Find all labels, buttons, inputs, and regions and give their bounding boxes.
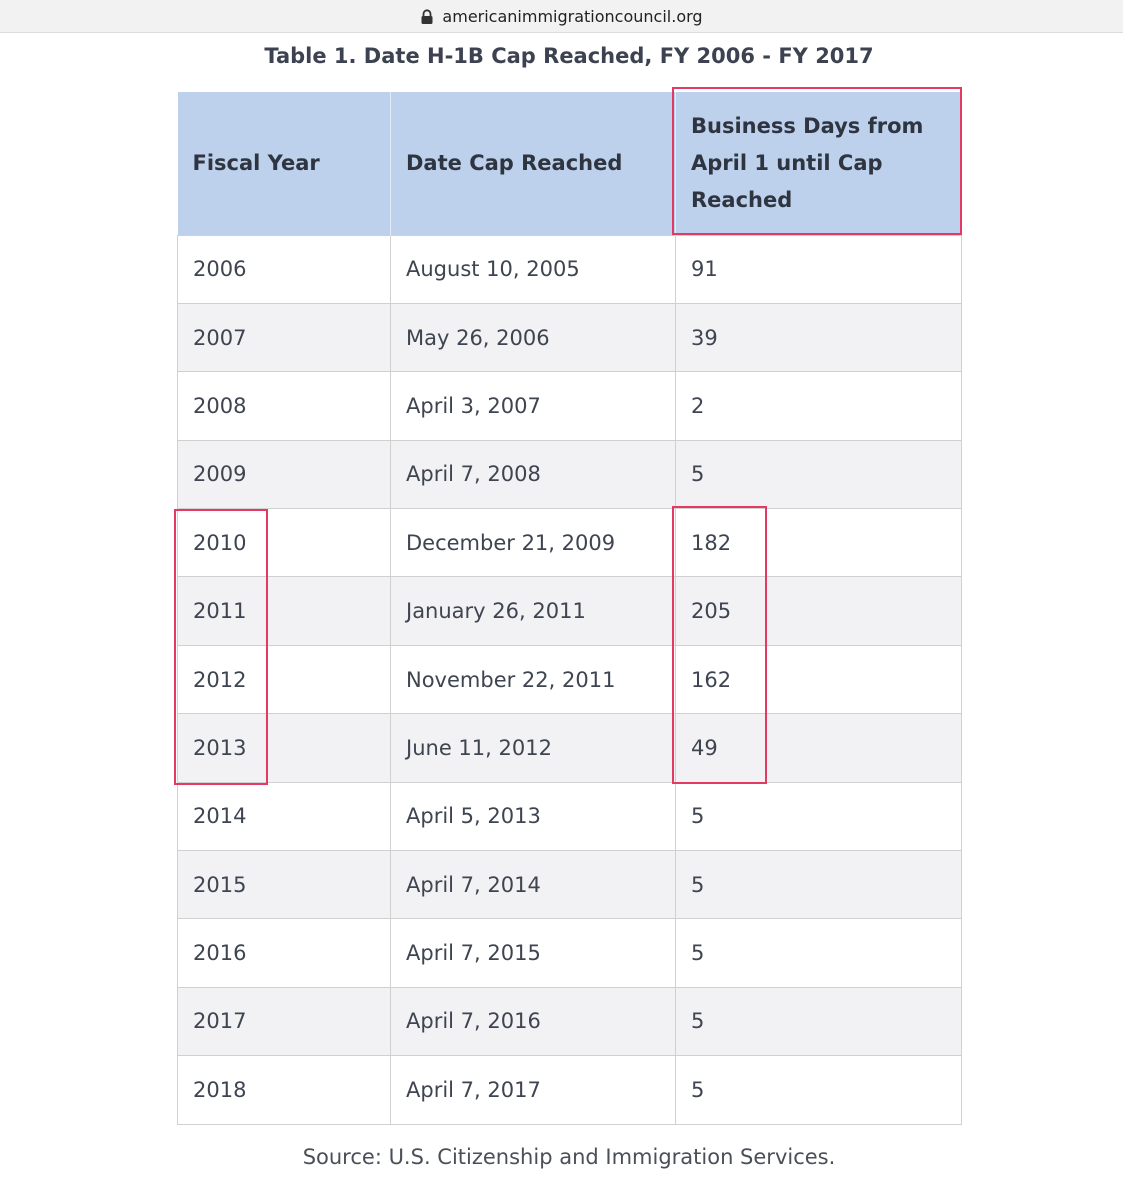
cell-business-days: 2 [676,372,962,440]
cell-date-cap-reached: May 26, 2006 [391,303,676,371]
table-row [178,851,962,919]
cell-business-days: 5 [676,1056,962,1124]
cell-date-cap-reached: November 22, 2011 [391,645,676,713]
cell-date-cap-reached: April 3, 2007 [391,372,676,440]
cell-date-cap-reached: April 7, 2014 [391,851,676,919]
cell-date-cap-reached: April 7, 2008 [391,440,676,508]
table-row [178,1056,962,1124]
header-business-days: Business Days from April 1 until Cap Reached [676,92,962,235]
table-header-row [178,92,962,235]
cell-fiscal-year: 2008 [178,372,391,440]
table-row [178,714,962,782]
table-row [178,509,962,577]
cell-date-cap-reached: April 7, 2016 [391,987,676,1055]
cell-fiscal-year: 2006 [178,235,391,303]
cell-fiscal-year: 2017 [178,987,391,1055]
cell-date-cap-reached: April 5, 2013 [391,782,676,850]
cell-fiscal-year: 2009 [178,440,391,508]
cell-fiscal-year: 2007 [178,303,391,371]
cell-business-days: 49 [676,714,962,782]
cell-date-cap-reached: June 11, 2012 [391,714,676,782]
table-row [178,235,962,303]
cell-fiscal-year: 2012 [178,645,391,713]
cell-date-cap-reached: August 10, 2005 [391,235,676,303]
address-bar[interactable] [0,0,1123,33]
cell-business-days: 5 [676,919,962,987]
table-row [178,303,962,371]
table-row [178,440,962,508]
cell-fiscal-year: 2018 [178,1056,391,1124]
source-note: Source: U.S. Citizenship and Immigration Services. [302,1145,836,1169]
cell-business-days: 39 [676,303,962,371]
table-row [178,782,962,850]
cell-business-days: 91 [676,235,962,303]
cell-business-days: 182 [676,509,962,577]
cell-date-cap-reached: April 7, 2017 [391,1056,676,1124]
cell-date-cap-reached: December 21, 2009 [391,509,676,577]
lock-icon [420,9,434,25]
cell-business-days: 5 [676,851,962,919]
cell-business-days: 5 [676,440,962,508]
header-date-cap-reached: Date Cap Reached [391,92,676,235]
table-row [178,987,962,1055]
cell-business-days: 5 [676,987,962,1055]
h1b-cap-table [177,92,962,1125]
cell-date-cap-reached: April 7, 2015 [391,919,676,987]
url-text: americanimmigrationcouncil.org [442,6,703,26]
header-fiscal-year: Fiscal Year [178,92,391,235]
table-title: Table 1. Date H-1B Cap Reached, FY 2006 - FY 2017 [264,44,874,68]
table-row [178,577,962,645]
cell-fiscal-year: 2015 [178,851,391,919]
cell-business-days: 5 [676,782,962,850]
cell-date-cap-reached: January 26, 2011 [391,577,676,645]
table-body [178,235,962,1124]
cell-fiscal-year: 2010 [178,509,391,577]
cell-fiscal-year: 2011 [178,577,391,645]
cell-fiscal-year: 2013 [178,714,391,782]
cell-business-days: 205 [676,577,962,645]
cell-business-days: 162 [676,645,962,713]
table-row [178,645,962,713]
cell-fiscal-year: 2016 [178,919,391,987]
table-row [178,372,962,440]
table-row [178,919,962,987]
cell-fiscal-year: 2014 [178,782,391,850]
